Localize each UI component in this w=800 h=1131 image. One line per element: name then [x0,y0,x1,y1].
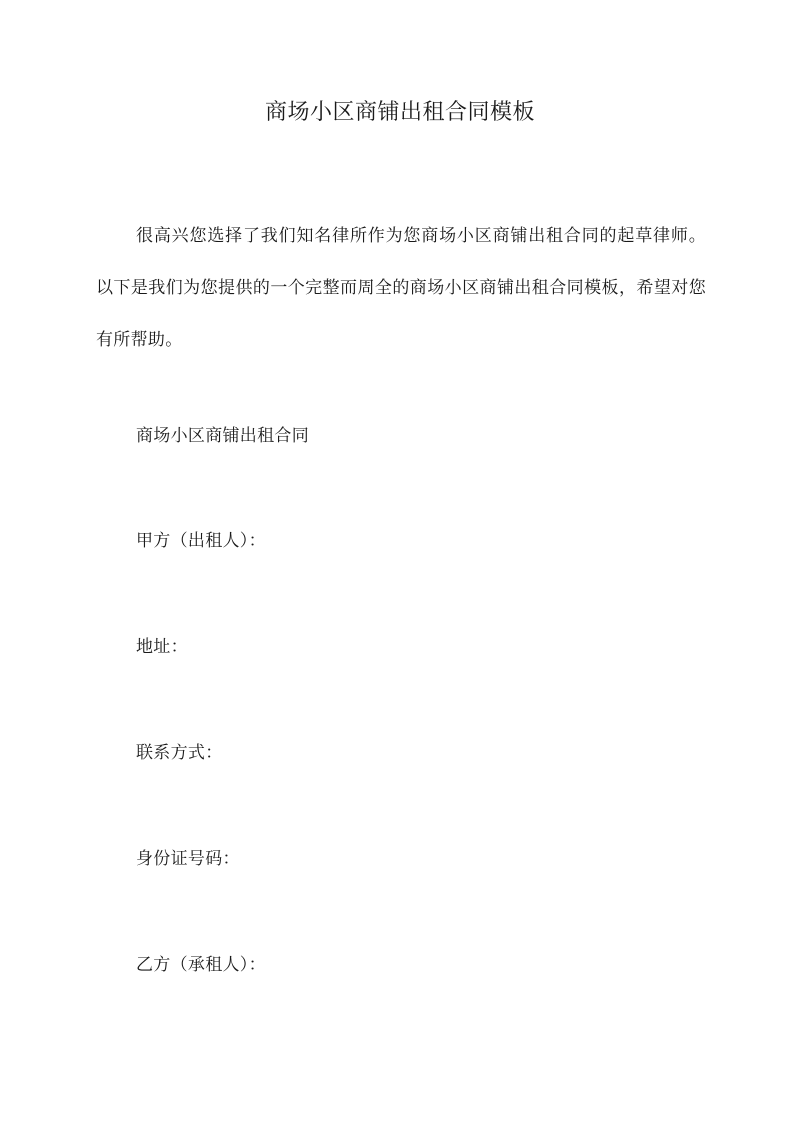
address-label: 地址： [136,637,188,657]
party-a-label: 甲方（出租人）： [136,531,266,551]
contact-label: 联系方式： [136,743,223,763]
intro-paragraph: 很高兴您选择了我们知名律所作为您商场小区商铺出租合同的起草律师。以下是我们为您提供的一个完整而周全的商场小区商铺出租合同模板，希望对您有所帮助。 [96,226,706,350]
document-title: 商场小区商铺出租合同模板 [264,100,535,125]
party-b-label: 乙方（承租人）： [136,955,266,975]
contract-heading: 商场小区商铺出租合同 [136,426,309,446]
id-number-label: 身份证号码： [136,849,240,869]
